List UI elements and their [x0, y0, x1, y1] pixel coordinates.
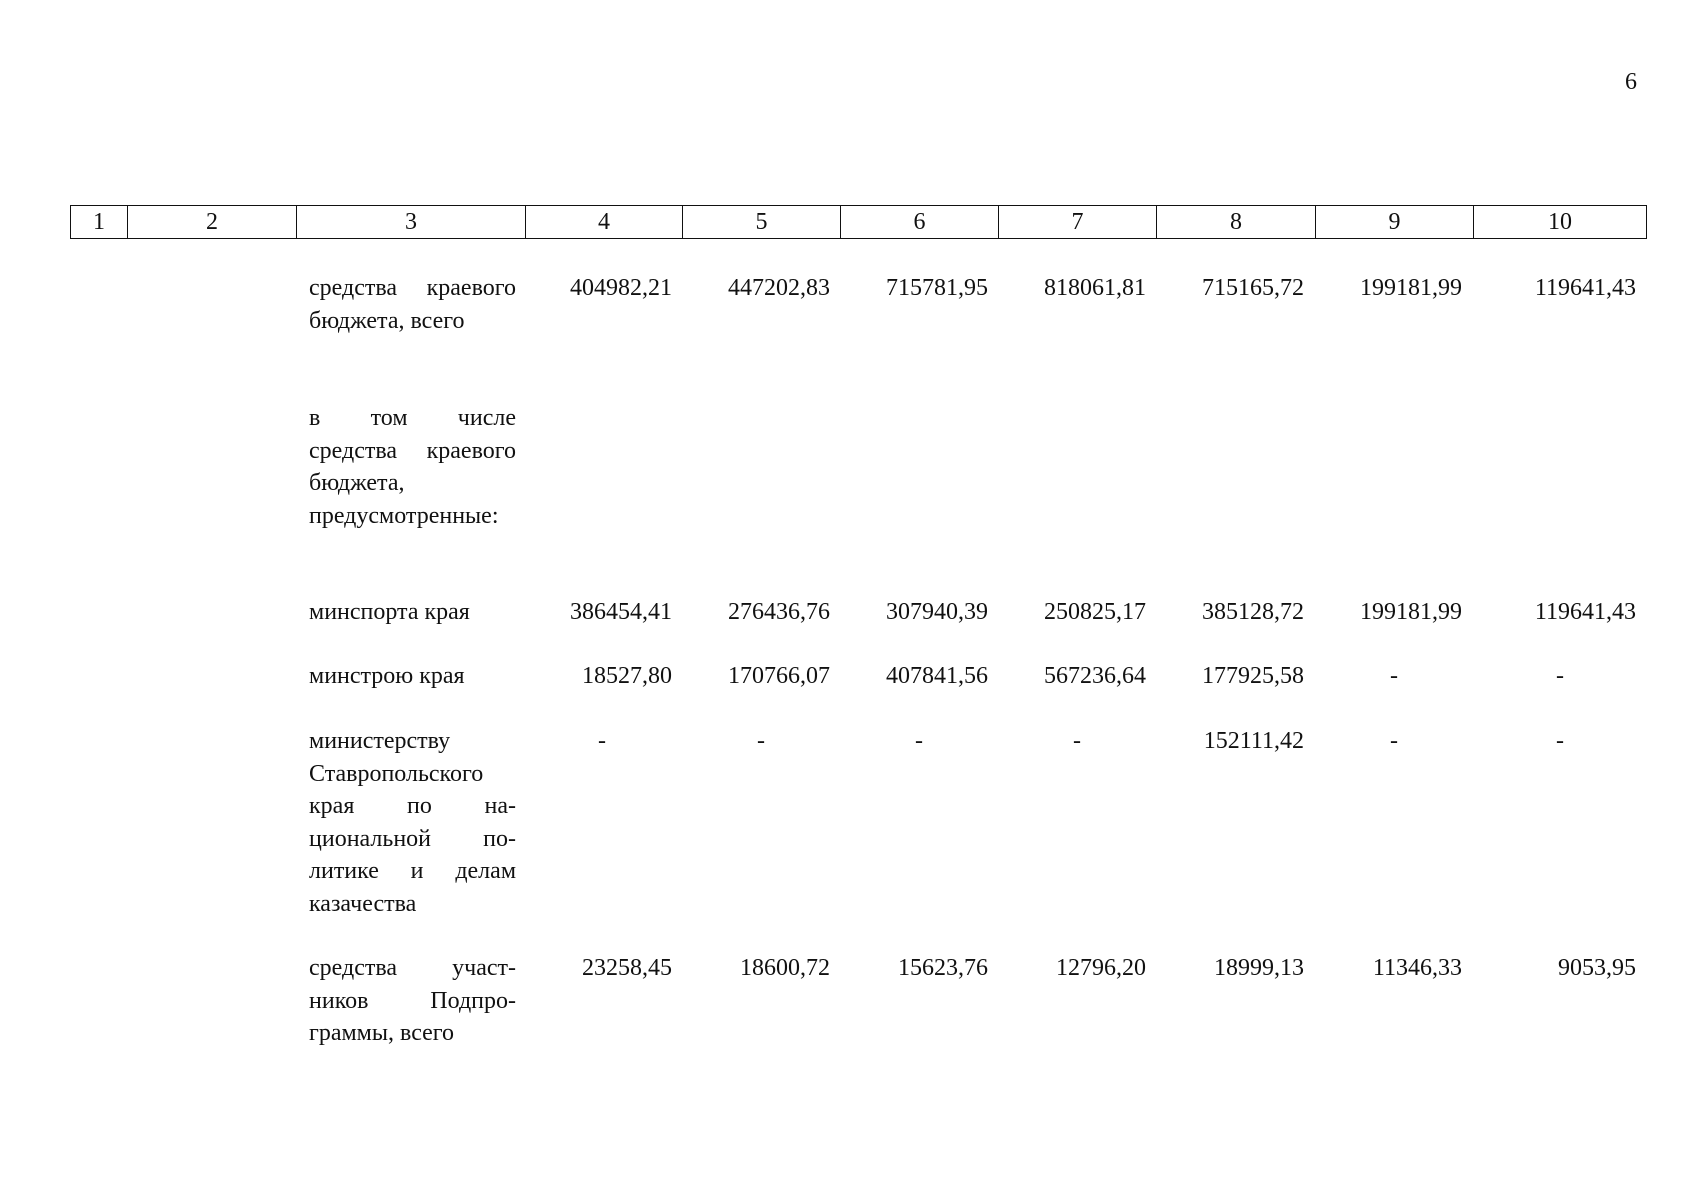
row-value-col-6: 307940,39 — [886, 599, 988, 625]
row-value-col-4: 23258,45 — [582, 955, 672, 981]
row-value-col-5: - — [757, 728, 765, 754]
column-number-2: 2 — [128, 206, 297, 239]
row-value-col-10: - — [1556, 663, 1564, 689]
row-value-col-5: 170766,07 — [728, 663, 830, 689]
column-number-4: 4 — [526, 206, 683, 239]
row-value-col-6: 715781,95 — [886, 275, 988, 301]
row-value-col-8: 18999,13 — [1214, 955, 1304, 981]
row-value-col-9: - — [1390, 728, 1398, 754]
row-value-col-7: - — [1073, 728, 1081, 754]
row-value-col-8: 385128,72 — [1202, 599, 1304, 625]
row-value-col-10: 119641,43 — [1534, 275, 1636, 301]
row-label: средства краевого бюджета, всего — [309, 275, 516, 334]
row-label: министерству Ставропольского края по национальной политике и делам казачества — [309, 728, 516, 917]
row-value-col-4: - — [598, 728, 606, 754]
row-value-col-5: 447202,83 — [728, 275, 830, 301]
column-number-7: 7 — [999, 206, 1157, 239]
column-number-1: 1 — [71, 206, 128, 239]
row-value-col-4: 18527,80 — [582, 663, 672, 689]
row-value-col-7: 818061,81 — [1044, 275, 1146, 301]
row-label: минспорта края — [309, 599, 470, 625]
row-label: минстрою края — [309, 663, 465, 689]
column-number-5: 5 — [683, 206, 841, 239]
row-label: средства участников Подпрограммы, всего — [309, 955, 516, 1046]
row-value-col-9: - — [1390, 663, 1398, 689]
row-value-col-5: 18600,72 — [740, 955, 830, 981]
column-number-3: 3 — [297, 206, 526, 239]
row-value-col-5: 276436,76 — [728, 599, 830, 625]
row-value-col-4: 386454,41 — [570, 599, 672, 625]
row-value-col-10: 119641,43 — [1534, 599, 1636, 625]
row-value-col-9: 11346,33 — [1372, 955, 1462, 981]
column-number-6: 6 — [841, 206, 999, 239]
column-number-9: 9 — [1316, 206, 1474, 239]
row-value-col-8: 715165,72 — [1202, 275, 1304, 301]
row-value-col-4: 404982,21 — [570, 275, 672, 301]
column-number-10: 10 — [1474, 206, 1647, 239]
row-value-col-10: 9053,95 — [1558, 955, 1636, 981]
row-value-col-6: - — [915, 728, 923, 754]
row-value-col-7: 12796,20 — [1056, 955, 1146, 981]
row-value-col-6: 15623,76 — [898, 955, 988, 981]
page-number: 6 — [1625, 69, 1637, 95]
row-value-col-10: - — [1556, 728, 1564, 754]
row-value-col-7: 250825,17 — [1044, 599, 1146, 625]
column-number-8: 8 — [1157, 206, 1316, 239]
row-value-col-9: 199181,99 — [1360, 599, 1462, 625]
row-value-col-9: 199181,99 — [1360, 275, 1462, 301]
row-value-col-8: 152111,42 — [1203, 728, 1304, 754]
row-value-col-8: 177925,58 — [1202, 663, 1304, 689]
row-value-col-6: 407841,56 — [886, 663, 988, 689]
row-label: в том числе средства краевого бюджета, предусмотренные: — [309, 405, 516, 529]
row-value-col-7: 567236,64 — [1044, 663, 1146, 689]
